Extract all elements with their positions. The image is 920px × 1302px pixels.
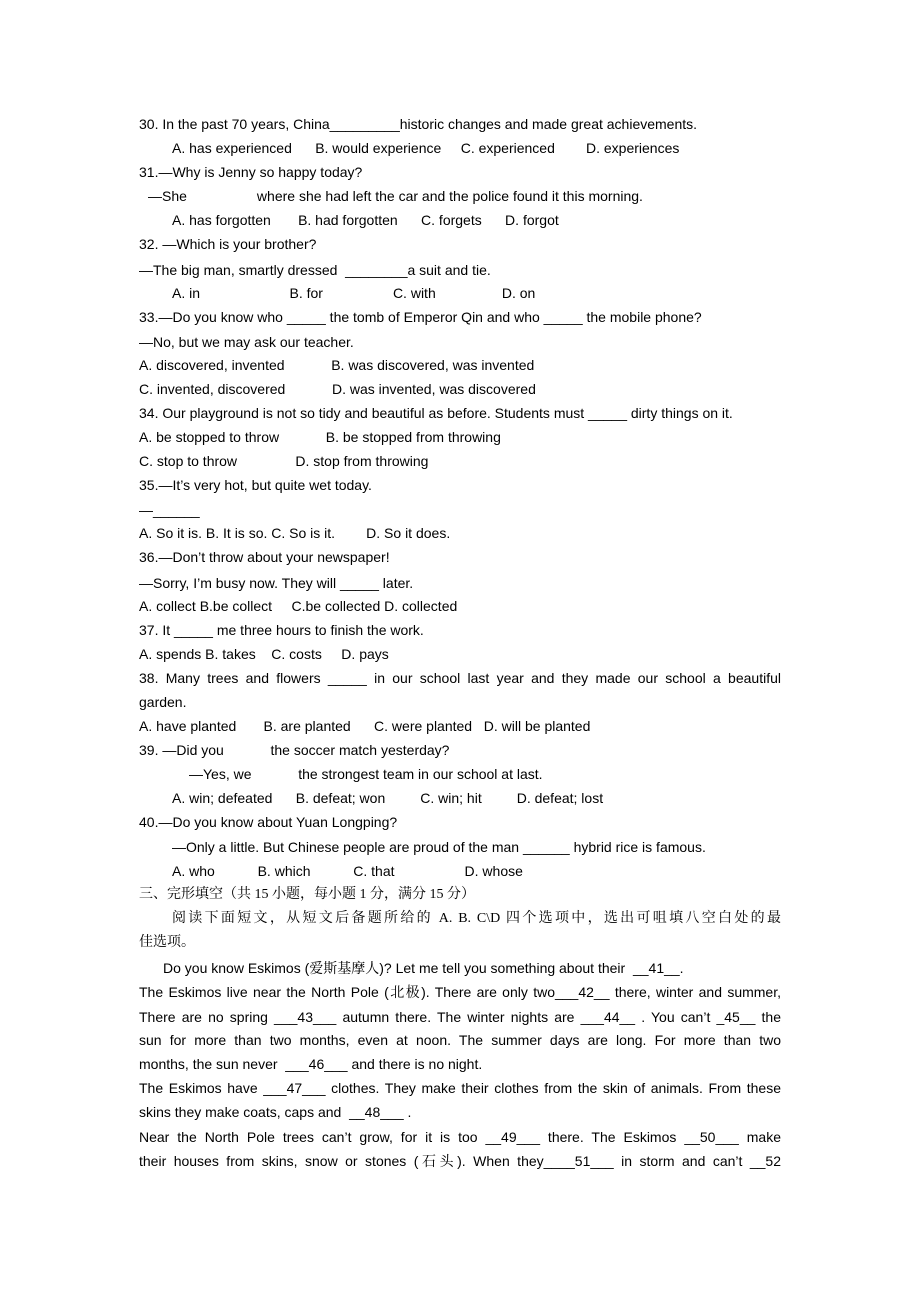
q35-options: A. So it is. B. It is so. C. So is it. D. So it does. <box>139 525 451 541</box>
q40-stem: 40.—Do you know about Yuan Longping? <box>139 814 398 830</box>
q32-options: A. in B. for C. with D. on <box>172 285 536 301</box>
passage-line-7: skins they make coats, caps and __48___ . <box>139 1104 412 1120</box>
q36-options: A. collect B.be collect C.be collected D. collected <box>139 598 458 614</box>
q38-stem-line1: 38. Many trees and flowers _____ in our school last year and they made our school a beautiful <box>139 670 781 686</box>
q33-options-ab: A. discovered, invented B. was discovered, was invented <box>139 357 535 373</box>
q39-dialog: —Yes, we the strongest team in our school at last. <box>189 766 543 782</box>
q36-stem: 36.—Don’t throw about your newspaper! <box>139 549 390 565</box>
passage-line-4: sun for more than two months, even at noon. The summer days are long. For more than two <box>139 1032 781 1048</box>
passage-line-1: Do you know Eskimos (爱斯基摩人)? Let me tell you something about their __41__. <box>163 960 684 976</box>
q34-stem: 34. Our playground is not so tidy and beautiful as before. Students must _____ dirty things on it. <box>139 405 733 421</box>
q33-dialog: —No, but we may ask our teacher. <box>139 334 354 350</box>
passage-line-2: The Eskimos live near the North Pole (北极). There are only two___42__ there, winter and summer, <box>139 984 781 1000</box>
passage-line-5: months, the sun never ___46___ and there is no night. <box>139 1056 483 1072</box>
passage-line-8: Near the North Pole trees can’t grow, for it is too __49___ there. The Eskimos __50___ make <box>139 1129 781 1145</box>
passage-line-9: their houses from skins, snow or stones (石头). When they____51___ in storm and can’t __52 <box>139 1153 781 1169</box>
q35-dialog: —______ <box>139 502 200 518</box>
q32-dialog: —The big man, smartly dressed ________a suit and tie. <box>139 262 491 278</box>
passage-line-3: There are no spring ___43___ autumn there. The winter nights are ___44__ . You can’t _45__ the <box>139 1009 781 1025</box>
section3-instruction-line1: 阅读下面短文，从短文后备题所给的 A. B. C\D 四个选项中，选出可咀填八空白处的最 <box>172 911 781 926</box>
passage-line-6: The Eskimos have ___47___ clothes. They make their clothes from the skin of animals. From these <box>139 1080 781 1096</box>
q39-options: A. win; defeated B. defeat; won C. win; hit D. defeat; lost <box>172 790 604 806</box>
q35-stem: 35.—It’s very hot, but quite wet today. <box>139 477 372 493</box>
q36-dialog: —Sorry, I’m busy now. They will _____ later. <box>139 575 414 591</box>
q31-stem: 31.—Why is Jenny so happy today? <box>139 164 363 180</box>
q38-stem-line2: garden. <box>139 694 187 710</box>
q33-stem: 33.—Do you know who _____ the tomb of Emperor Qin and who _____ the mobile phone? <box>139 309 702 325</box>
q39-stem: 39. —Did you the soccer match yesterday? <box>139 742 450 758</box>
q30-stem: 30. In the past 70 years, China_________historic changes and made great achievements. <box>139 116 698 132</box>
q31-options: A. has forgotten B. had forgotten C. forgets D. forgot <box>172 212 559 228</box>
q40-dialog: —Only a little. But Chinese people are proud of the man ______ hybrid rice is famous. <box>172 839 706 855</box>
q34-options-cd: C. stop to throw D. stop from throwing <box>139 453 429 469</box>
q37-options: A. spends B. takes C. costs D. pays <box>139 646 389 662</box>
q38-options: A. have planted B. are planted C. were planted D. will be planted <box>139 718 591 734</box>
q32-stem: 32. —Which is your brother? <box>139 236 317 252</box>
section3-heading: 三、完形填空（共 15 小题，每小题 1 分，满分 15 分） <box>139 887 475 902</box>
q30-options: A. has experienced B. would experience C. experienced D. experiences <box>172 140 680 156</box>
q37-stem: 37. It _____ me three hours to finish the work. <box>139 622 424 638</box>
section3-instruction-line2: 佳选项。 <box>139 935 195 950</box>
q31-dialog: —She where she had left the car and the police found it this morning. <box>148 188 643 204</box>
q33-options-cd: C. invented, discovered D. was invented, was discovered <box>139 381 536 397</box>
q40-options: A. who B. which C. that D. whose <box>172 863 523 879</box>
q34-options-ab: A. be stopped to throw B. be stopped from throwing <box>139 429 501 445</box>
